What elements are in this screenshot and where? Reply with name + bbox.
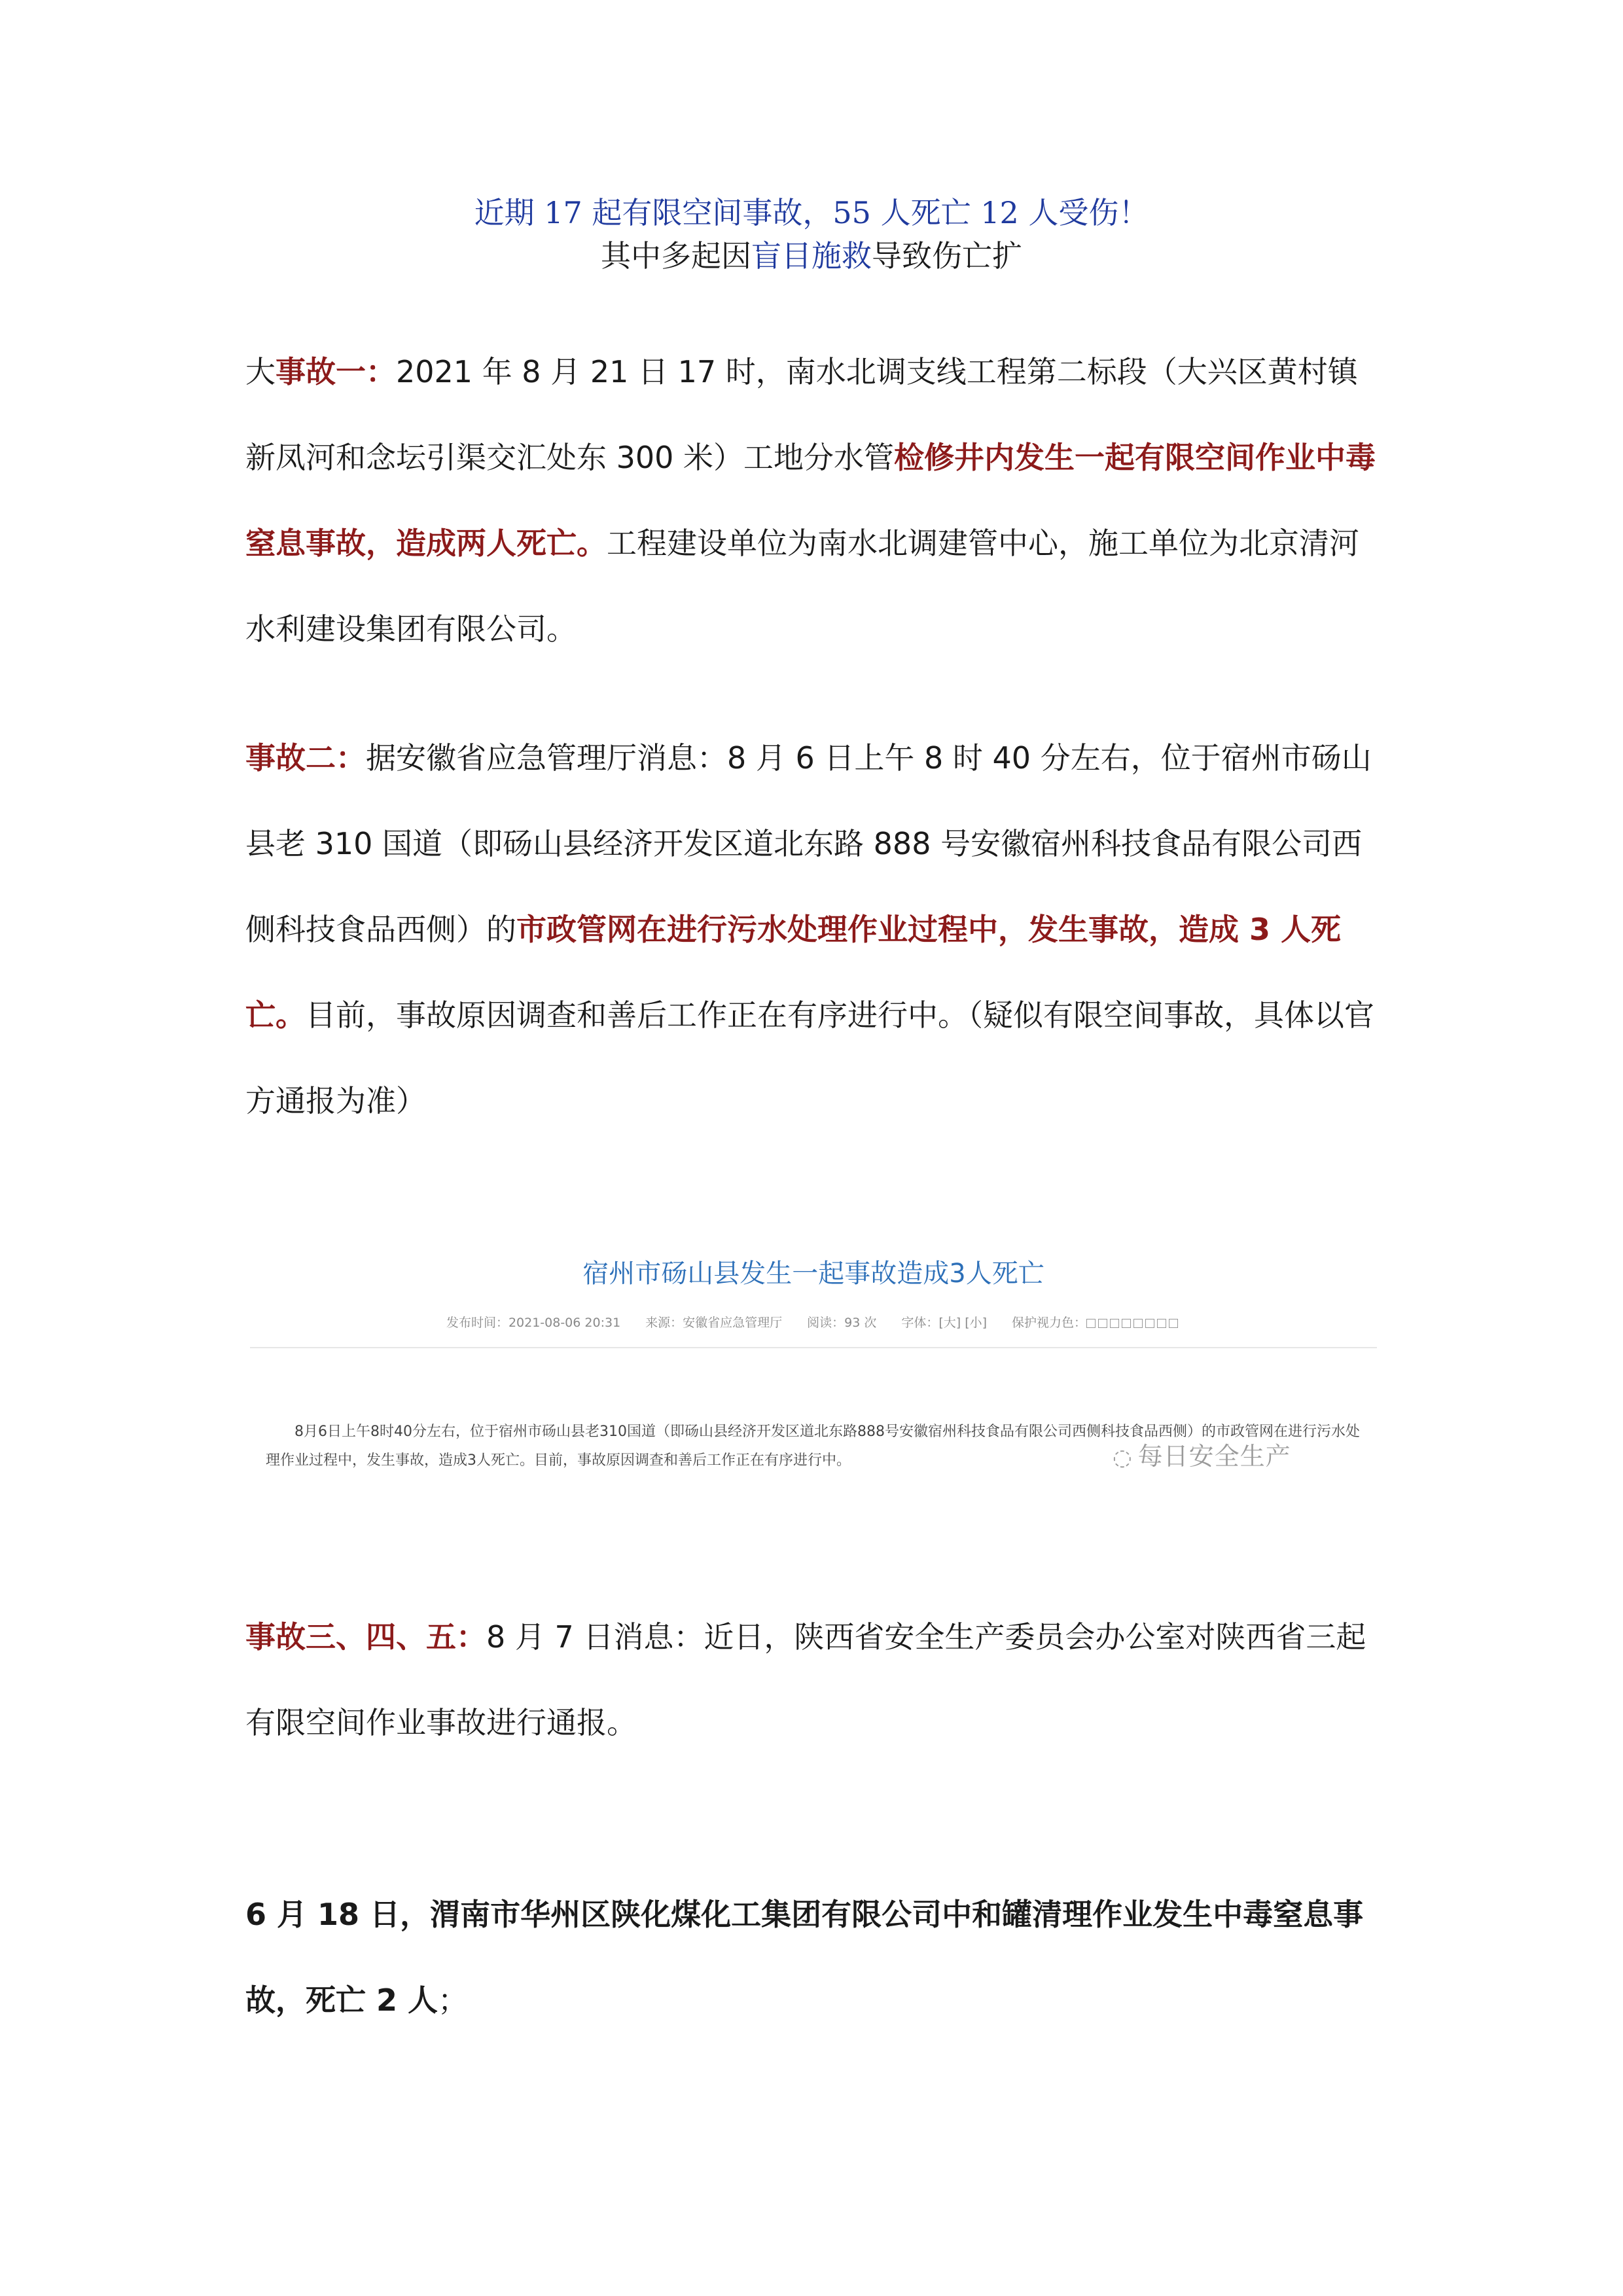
case-1-bold: 6 月 18 日，渭南市华州区陕化煤化工集团有限公司中和罐清理作业发生中毒窒息事故，死亡 2 人	[245, 1897, 1364, 2018]
accident-1-label: 事故一：	[276, 354, 396, 389]
embed-meta	[250, 1313, 1377, 1331]
embed-body: 8月6日上午8时40分左右，位于宿州市砀山县老310国道（即砀山县经济开发区道北东路888号安徽宿州科技食品有限公司西侧科技食品西侧）的市政管网在进行污水处理作业过程中，发生事故，造成3人死亡。目前，事故原因调查和善后工作正在有序进行中。	[266, 1424, 1360, 1469]
accident-345-text: 8 月 7 日消息：近日，陕西省安全生产委员会办公室对陕西省三起有限空间作业事故进行通报。	[245, 1619, 1366, 1740]
accident-2-text-1: 据安徽省应急管理厅消息：8 月 6 日上午 8 时 40 分左右，位于宿州市砀山县老 310 国道（即砀山县经济开发区道北东路 888 号安徽宿州科技食品有限公司西侧科技食品西侧）的	[245, 740, 1372, 947]
accident-1-text-1: 2021 年 8 月 21 日 17 时，南水北调支线工程第二标段（大兴区黄村镇新凤河和念坛引渠交汇处东 300 米）工地分水管	[245, 354, 1358, 475]
wechat-icon: ◌	[1113, 1444, 1133, 1471]
embed-divider	[250, 1347, 1377, 1348]
title-line-1: 近期 17 起有限空间事故，55 人死亡 12 人受伤！	[474, 195, 1149, 230]
watermark-text: 每日安全生产	[1137, 1442, 1291, 1471]
case-1-paragraph	[245, 1872, 1384, 2043]
title-line-2	[0, 234, 1623, 278]
color-swatches	[1086, 1316, 1181, 1330]
title-line-2-suffix: 导致伤亡扩	[872, 238, 1022, 274]
accident-1-text-2: 工程建设单位为南水北调建管中心，施工单位为北京清河水利建设集团有限公司。	[245, 526, 1359, 647]
watermark	[1113, 1436, 1291, 1472]
article-title	[0, 191, 1623, 278]
embed-meta-text: 发布时间：2021-08-06 20:31 来源：安徽省应急管理厅 阅读：93 次 字体：[大] [小] 保护视力色：	[446, 1316, 1087, 1330]
embed-title: 宿州市砀山县发生一起事故造成3人死亡	[582, 1259, 1044, 1289]
accident-345-label: 事故三、四、五：	[245, 1619, 486, 1655]
accident-2-highlight: 市政管网在进行污水处理作业过程中，发生事故，造成 3 人死亡。	[245, 912, 1342, 1033]
case-1-tail: ；	[438, 1982, 469, 2018]
title-line-2-prefix: 其中多起因	[601, 238, 751, 274]
accident-2-text-2: 目前，事故原因调查和善后工作正在有序进行中。（疑似有限空间事故，具体以官方通报为准）	[245, 997, 1374, 1119]
accident-2-label: 事故二：	[245, 740, 366, 776]
accident-2-paragraph	[245, 715, 1384, 1144]
accident-1-paragraph	[245, 329, 1384, 672]
embedded-news-screenshot	[250, 1228, 1377, 1503]
title-line-2-highlight: 盲目施救	[751, 238, 872, 274]
accident-345-paragraph	[245, 1594, 1384, 1766]
accident-1-highlight: 检修井内发生一起有限空间作业中毒窒息事故，造成两人死亡。	[245, 440, 1376, 561]
accident-1-lead: 大	[245, 354, 276, 389]
